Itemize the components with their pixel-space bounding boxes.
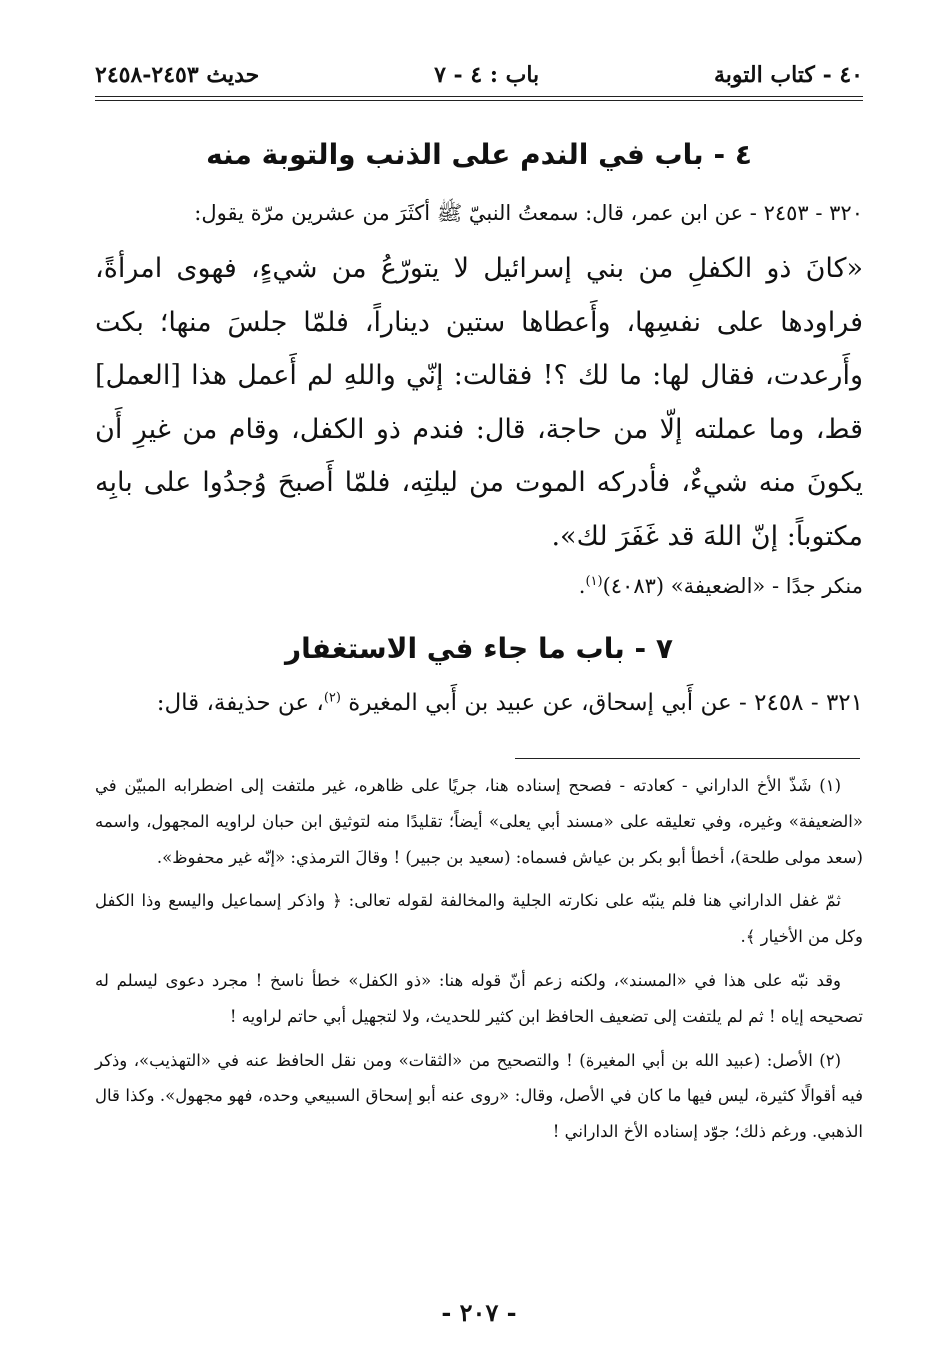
- footnote-marker-1[interactable]: (١): [585, 574, 603, 589]
- footnote-marker-2[interactable]: (٢): [323, 690, 341, 706]
- footnotes: [95, 768, 863, 1158]
- page-number: - ٢٠٧ -: [441, 1298, 517, 1327]
- grading-text: منكر جدًا - «الضعيفة» (٤٠٨٣): [602, 574, 863, 598]
- chapter-heading-7: ٧ - باب ما جاء في الاستغفار: [285, 632, 673, 665]
- footnote-1: (١) شَذّ الأخ الداراني - كعادته - فصحح إسناده هنا، جريًا على ظاهره، غير ملتفت إلى اضطرابه المبيّن في «الضعيفة» وغيره، وفي تعليقه على «مسند أبي يعلى» أيضاً؛ تقليدًا منه لتوثيق ابن حبان لراويه المجهول، واسمه (سعد مولى طلحة)، أخطأ أبو بكر بن عياش فسماه: (سعيد بن جبير) ! وقالَ الترمذي: «إنّه غير محفوظ».: [95, 776, 863, 867]
- footnote-separator: [515, 758, 860, 759]
- footnote-2: (٢) الأصل: (عبيد الله بن أبي المغيرة) ! والتصحيح من «الثقات» ومن نقل الحافظ عنه في «التهذيب»، وذكر فيه أقوالًا كثيرة، ليس فيها ما كان في الأصل، وقال: «روى عنه أبو إسحاق السبيعي وحده، فهو مجهول». وكذا قال الذهبي. ورغم ذلك؛ جوّد إسناده الأخ الداراني !: [95, 1050, 863, 1142]
- hadith-2453-grading: منكر جدًا - «الضعيفة» (٤٠٨٣)$^{(١)}$.: [578, 574, 863, 598]
- chapter-heading-4: ٤ - باب في الندم على الذنب والتوبة منه: [206, 138, 752, 171]
- header-chapter-ref: باب : ٤ - ٧: [434, 62, 540, 88]
- hadith-2453-text: «كانَ ذو الكفلِ من بني إسرائيل لا يتورّعُ من شيءٍ، فهوى امرأةً، فراودها على نفسِها، وأَعطاها ستين ديناراً، فلمّا جلسَ منها؛ بكت وأَرعدت، فقال لها: ما لك ؟! فقالت: إنّي واللهِ لم أَعمل هذا [العمل] قط، وما عملته إلّا من حاجة، قال: فندم ذو الكفل، وقام من غيرِ أَن يكونَ منه شيءٌ، فأدركه الموت من ليلتِه، فلمّا أَصبحَ وُجدُوا على بابِه مكتوباً: إنّ اللهَ قد غَفَرَ لك».: [95, 253, 863, 552]
- isnad-part-a: ٣٢١ - ٢٤٥٨ - عن أَبي إسحاق، عن عبيد بن أَبي المغيرة: [348, 690, 863, 716]
- footnote-1-continued: ثمّ غفل الداراني هنا فلم ينبّه على نكارته الجلية والمخالفة لقوله تعالى: ﴿ واذكر إسماعيل واليسع وذا الكفل وكل من الأخيار ﴾.: [95, 891, 863, 947]
- footnote-1-continued-2: وقد نبّه على هذا في «المسند»، ولكنه زعم أنّ قوله هنا: «ذو الكفل» خطأ ناسخ ! مجرد دعوى ليسلم له تصحيحه إياه ! ثم لم يلتفت إلى تضعيف الحافظ ابن كثير للحديث، ولا لتجهيل أبي حاتم لراويه !: [95, 970, 863, 1026]
- hadith-2458-isnad: [95, 690, 863, 716]
- header-hadith-range: حديث ٢٤٥٣-٢٤٥٨: [95, 62, 260, 88]
- header-rule-thin: [95, 100, 863, 101]
- header-rule: [95, 96, 863, 97]
- isnad-part-b: ، عن حذيفة، قال:: [156, 690, 324, 716]
- hadith-2453-isnad: ٣٢٠ - ٢٤٥٣ - عن ابن عمر، قال: سمعتُ النبيّ ﷺ أكثَرَ من عشرين مرّة يقول:: [194, 201, 863, 225]
- running-header: [95, 58, 863, 92]
- header-book-title: ٤٠ - كتاب التوبة: [713, 62, 863, 88]
